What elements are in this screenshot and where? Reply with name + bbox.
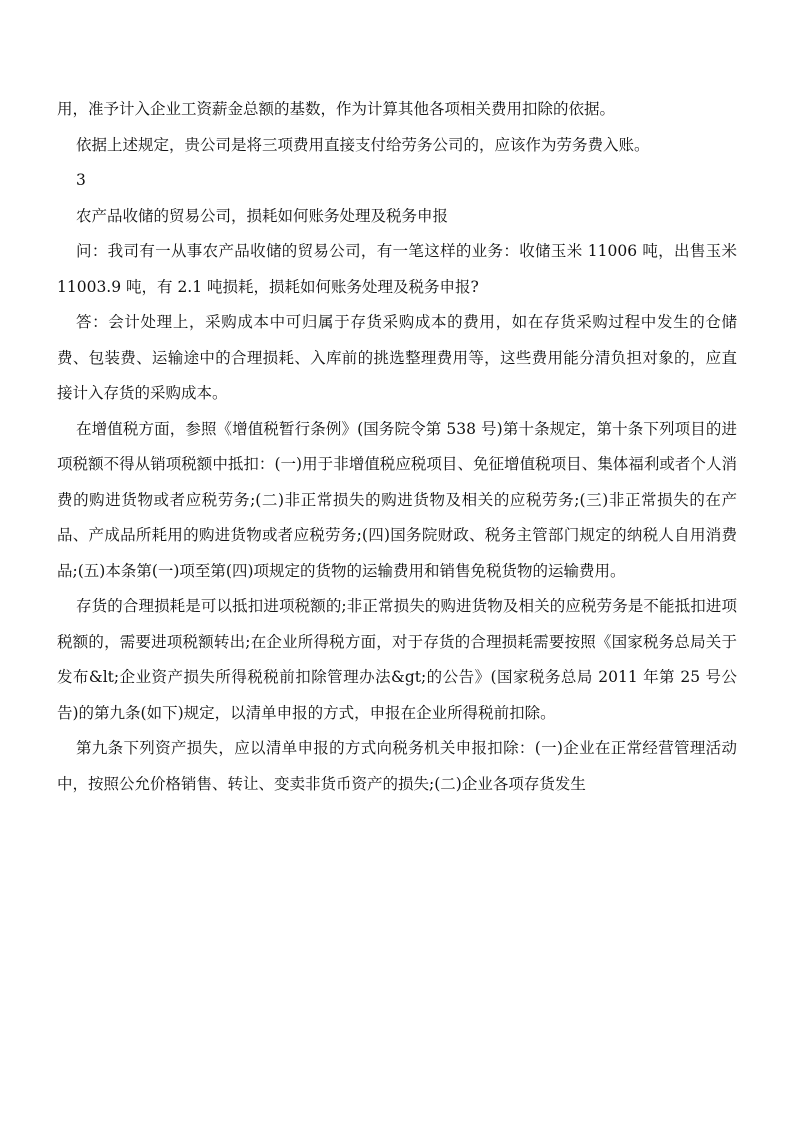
paragraph: 用，准予计入企业工资薪金总额的基数，作为计算其他各项相关费用扣除的依据。 bbox=[57, 100, 616, 118]
document-page bbox=[57, 92, 737, 802]
section-title: 农产品收储的贸易公司，损耗如何账务处理及税务申报 bbox=[76, 206, 449, 225]
paragraph: 依据上述规定，贵公司是将三项费用直接支付给劳务公司的，应该作为劳务费入账。 bbox=[76, 135, 650, 154]
answer-paragraph: 答：会计处理上，采购成本中可归属于存货采购成本的费用，如在存货采购过程中发生的仓储费、包装费、运输途中的合理损耗、入库前的挑选整理费用等，这些费用能分清负担对象的，应直接计入存货的采购成本。 bbox=[57, 313, 737, 402]
question-paragraph: 问：我司有一从事农产品收储的贸易公司，有一笔这样的业务：收储玉米 11006 吨，出售玉米 11003.9 吨，有 2.1 吨损耗，损耗如何账务处理及税务申报? bbox=[57, 242, 737, 296]
paragraph: 在增值税方面，参照《增值税暂行条例》(国务院令第 538 号)第十条规定，第十条下列项目的进项税额不得从销项税额中抵扣：(一)用于非增值税应税项目、免征增值税项目、集体福利或者个人消费的购进货物或者应税劳务;(二)非正常损失的购进货物及相关的应税劳务;(三)非正常损失的在产品、产成品所耗用的购进货物或者应税劳务;(四)国务院财政、税务主管部门规定的纳税人自用消费品;(五)本条第(一)项至第(四)项规定的货物的运输费用和销售免税货物的运输费用。 bbox=[57, 419, 737, 580]
paragraph: 存货的合理损耗是可以抵扣进项税额的;非正常损失的购进货物及相关的应税劳务是不能抵扣进项税额的，需要进项税额转出;在企业所得税方面，对于存货的合理损耗需要按照《国家税务总局关于发布&lt;企业资产损失所得税税前扣除管理办法&gt;的公告》(国家税务总局 2011 年第 25 号公告)的第九条(如下)规定，以清单申报的方式，申报在企业所得税前扣除。 bbox=[57, 597, 737, 722]
paragraph: 第九条下列资产损失，应以清单申报的方式向税务机关申报扣除：(一)企业在正常经营管理活动中，按照公允价格销售、转让、变卖非货币资产的损失;(二)企业各项存货发生 bbox=[57, 739, 737, 793]
section-number: 3 bbox=[76, 171, 86, 189]
